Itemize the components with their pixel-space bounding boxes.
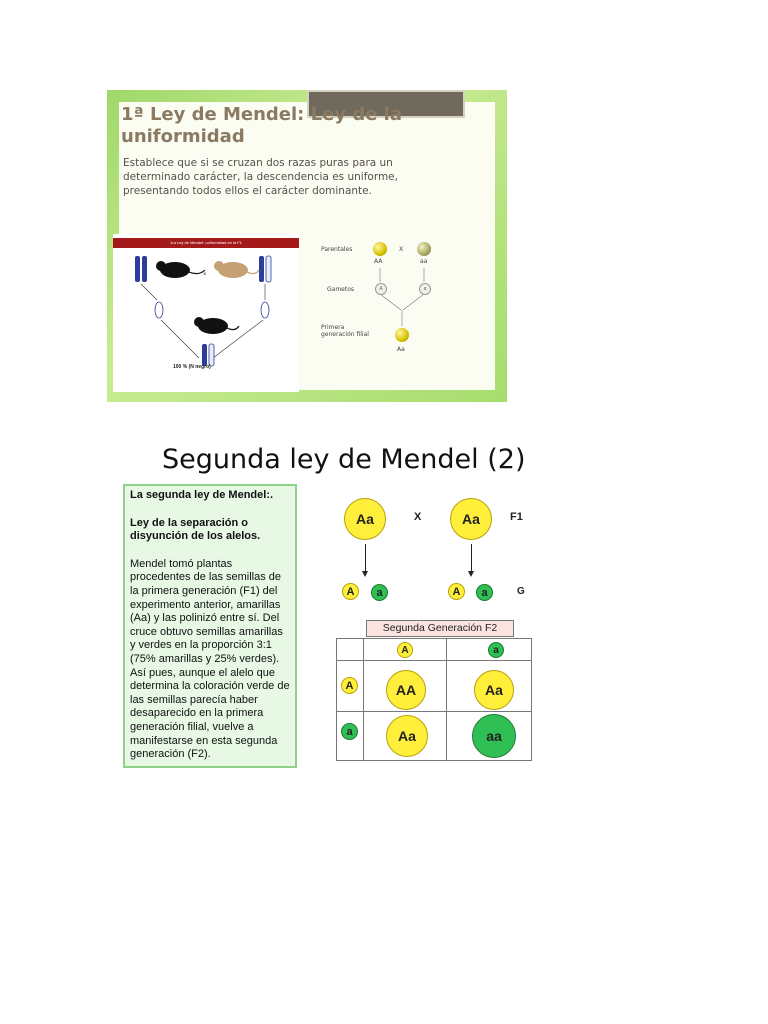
g-label: G bbox=[517, 586, 525, 597]
gamete-a-right: a bbox=[476, 584, 493, 601]
grid-line-header bbox=[336, 660, 532, 661]
arrow-left bbox=[365, 544, 366, 572]
figure-header-bar: 1ra Ley de Mendel: uniformidad en la F1 bbox=[113, 238, 299, 248]
svg-text:×: × bbox=[203, 272, 207, 278]
parent2-genotype: aa bbox=[420, 258, 428, 265]
slide-description: Establece que si se cruzan dos razas puras para un determinado carácter, la descendencia es uniforme, presentando todos ellos el carácter dominante. bbox=[123, 157, 398, 197]
row-header-a: a bbox=[341, 723, 358, 740]
grid-line-left bbox=[336, 638, 337, 761]
second-law-textbox bbox=[123, 484, 297, 768]
gamete-recessive: a bbox=[419, 283, 431, 295]
f1-label: F1 bbox=[510, 511, 523, 523]
textbox-body: Mendel tomó plantas procedentes de las semillas de la primera generación (F1) del experimento anterior, amarillas (Aa) y las polinizó entre sí. Del cruce obtuvo semillas amarillas y verdes en la proporción 3:1 (75% amarillas y 25% verdes). Así pues, aunque el alelo que determina la coloración verde de las semillas parecía haber desaparecido en la primera generación filial, vuelve a manifestarse en esta segunda generación (F2). bbox=[130, 557, 290, 761]
offspring-genotype: Aa bbox=[397, 346, 405, 353]
textbox-title: La segunda ley de Mendel:. bbox=[130, 489, 274, 501]
slide-title: 1ª Ley de Mendel: Ley de la uniformidad bbox=[121, 104, 402, 147]
grid-line-top bbox=[336, 638, 532, 639]
row-header-A: A bbox=[341, 677, 358, 694]
cell-aa: aa bbox=[472, 714, 516, 758]
offspring-ball bbox=[395, 328, 409, 342]
cell-Aa-bottom: Aa bbox=[386, 715, 428, 757]
gametos-label: Gametos bbox=[327, 286, 355, 293]
cross-diagram bbox=[307, 230, 487, 370]
gamete-dominant: A bbox=[375, 283, 387, 295]
parent-left-circle: Aa bbox=[344, 498, 386, 540]
filial-generation-label: Primera generación filial bbox=[321, 324, 369, 338]
parent1-genotype: AA bbox=[374, 258, 383, 265]
col-header-a: a bbox=[488, 642, 504, 658]
figure-result-label: 100 % (N negro) bbox=[173, 364, 211, 370]
cell-Aa-top: Aa bbox=[474, 670, 514, 710]
grid-line-bottom bbox=[336, 760, 532, 761]
parent-right-circle: Aa bbox=[450, 498, 492, 540]
arrow-right bbox=[471, 544, 472, 572]
gamete-a-left: a bbox=[371, 584, 388, 601]
grid-line-center bbox=[446, 638, 447, 761]
grid-line-right bbox=[531, 638, 532, 761]
f2-title-box: Segunda Generación F2 bbox=[366, 620, 514, 637]
grid-line-middle bbox=[336, 711, 532, 712]
textbox-subtitle: Ley de la separación o disyunción de los alelos. bbox=[130, 516, 261, 543]
mendel-first-law-slide bbox=[107, 90, 507, 402]
gamete-A-right: A bbox=[448, 583, 465, 600]
parentales-label: Parentales bbox=[321, 246, 353, 253]
f2-cross-diagram bbox=[330, 488, 550, 760]
gamete-A-left: A bbox=[342, 583, 359, 600]
col-header-A: A bbox=[397, 642, 413, 658]
mouse-inheritance-figure bbox=[113, 234, 299, 392]
section-title: Segunda ley de Mendel (2) bbox=[162, 444, 526, 475]
cross-sign: X bbox=[399, 246, 404, 253]
cross-sign: X bbox=[414, 511, 422, 523]
cell-AA: AA bbox=[386, 670, 426, 710]
grid-line-rowheader bbox=[363, 638, 364, 761]
